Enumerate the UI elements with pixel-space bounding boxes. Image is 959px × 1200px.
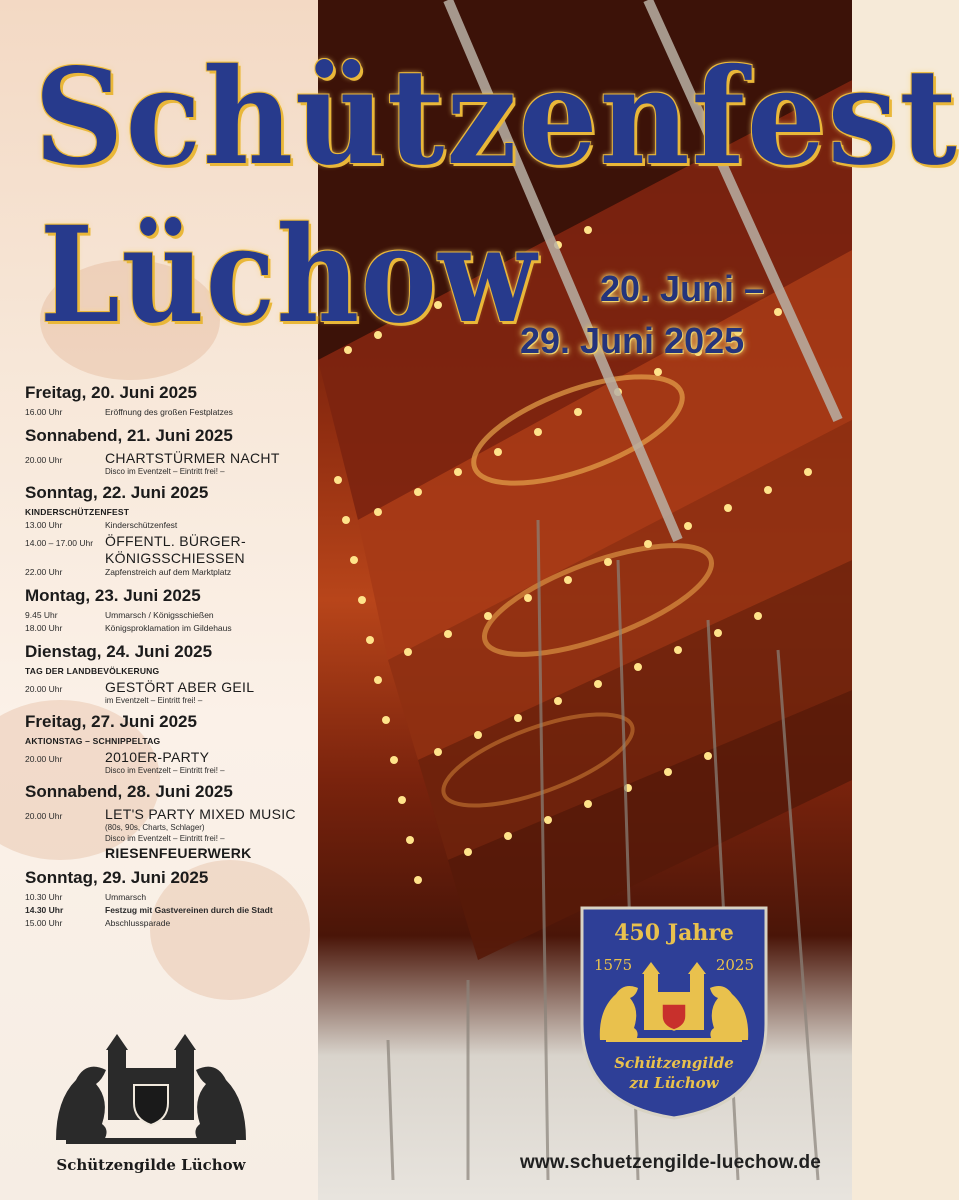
day-heading: Sonnabend, 21. Juni 2025 bbox=[25, 426, 233, 445]
badge-year-from: 1575 bbox=[594, 956, 633, 974]
event-time: 20.00 Uhr bbox=[25, 754, 63, 764]
date-range-start: 20. Juni – bbox=[600, 268, 765, 309]
event-row bbox=[25, 520, 325, 533]
event-row bbox=[25, 892, 325, 905]
day-block bbox=[25, 642, 325, 706]
event-title-cont: KÖNIGSSCHIESSEN bbox=[105, 550, 245, 566]
event-time: 20.00 Uhr bbox=[25, 455, 63, 465]
event-row bbox=[25, 918, 325, 931]
event-desc: Königsproklamation im Gildehaus bbox=[105, 623, 232, 633]
event-time: 15.00 Uhr bbox=[25, 918, 63, 928]
date-range-end: 29. Juni 2025 bbox=[520, 320, 745, 361]
event-row bbox=[25, 905, 325, 918]
badge-name-line-2: zu Lüchow bbox=[629, 1074, 719, 1092]
day-tag: AKTIONSTAG – SCHNIPPELTAG bbox=[25, 736, 161, 746]
day-block bbox=[25, 383, 325, 420]
day-heading: Sonntag, 29. Juni 2025 bbox=[25, 868, 209, 887]
title-line-1: Schützenfest bbox=[34, 40, 959, 195]
day-block bbox=[25, 426, 325, 477]
day-heading: Sonntag, 22. Juni 2025 bbox=[25, 483, 209, 502]
event-time: 10.30 Uhr bbox=[25, 892, 63, 902]
website-url[interactable]: www.schuetzengilde-luechow.de bbox=[520, 1152, 822, 1173]
title-line-2: Lüchow bbox=[40, 198, 538, 353]
event-row bbox=[25, 407, 325, 420]
crest-caption: Schützengilde Lüchow bbox=[56, 1156, 246, 1174]
event-row bbox=[25, 806, 325, 822]
event-time: 20.00 Uhr bbox=[25, 811, 63, 821]
event-note: Disco im Eventzelt – Eintritt frei! – bbox=[105, 766, 225, 775]
event-time: 22.00 Uhr bbox=[25, 567, 63, 577]
event-desc: Zapfenstreich auf dem Marktplatz bbox=[105, 567, 232, 577]
day-heading: Dienstag, 24. Juni 2025 bbox=[25, 642, 213, 661]
event-time: 14.00 – 17.00 Uhr bbox=[25, 538, 94, 548]
event-row bbox=[25, 567, 325, 580]
event-note: Disco im Eventzelt – Eintritt frei! – bbox=[105, 834, 225, 843]
event-row bbox=[25, 533, 325, 549]
day-tag: KINDERSCHÜTZENFEST bbox=[25, 507, 130, 517]
event-time: 20.00 Uhr bbox=[25, 684, 63, 694]
event-desc: Abschlussparade bbox=[105, 918, 171, 928]
event-title: 2010ER-PARTY bbox=[105, 749, 210, 765]
day-heading: Sonnabend, 28. Juni 2025 bbox=[25, 782, 233, 801]
day-block bbox=[25, 868, 325, 931]
event-note: Disco im Eventzelt – Eintritt frei! – bbox=[105, 467, 225, 476]
day-block bbox=[25, 712, 325, 776]
event-desc: Festzug mit Gastvereinen durch die Stadt bbox=[105, 905, 273, 915]
event-row bbox=[25, 749, 325, 765]
event-title: LET'S PARTY MIXED MUSIC bbox=[105, 806, 296, 822]
event-time: 18.00 Uhr bbox=[25, 623, 63, 633]
event-desc: Kinderschützenfest bbox=[105, 520, 178, 530]
badge-title: 450 Jahre bbox=[614, 920, 734, 946]
crest-logo bbox=[46, 1030, 256, 1180]
event-row bbox=[25, 610, 325, 623]
event-desc: Ummarsch bbox=[105, 892, 147, 902]
event-time: 14.30 Uhr bbox=[25, 905, 64, 915]
day-heading: Montag, 23. Juni 2025 bbox=[25, 586, 201, 605]
day-block bbox=[25, 483, 325, 580]
event-row bbox=[25, 623, 325, 636]
event-row bbox=[25, 450, 325, 466]
day-tag: TAG DER LANDBEVÖLKERUNG bbox=[25, 666, 160, 676]
event-note: (80s, 90s, Charts, Schlager) bbox=[105, 823, 205, 832]
event-desc: Ummarsch / Königsschießen bbox=[105, 610, 214, 620]
day-heading: Freitag, 27. Juni 2025 bbox=[25, 712, 197, 731]
day-block bbox=[25, 782, 325, 862]
event-title: CHARTSTÜRMER NACHT bbox=[105, 450, 280, 466]
event-desc: Eröffnung des großen Festplatzes bbox=[105, 407, 233, 417]
day-block bbox=[25, 586, 325, 636]
badge-year-to: 2025 bbox=[715, 956, 754, 974]
lions-castle-crest-icon bbox=[46, 1030, 256, 1155]
day-heading: Freitag, 20. Juni 2025 bbox=[25, 383, 197, 402]
event-schedule bbox=[25, 383, 325, 937]
event-time: 13.00 Uhr bbox=[25, 520, 63, 530]
event-title: ÖFFENTL. BÜRGER- bbox=[105, 533, 246, 549]
anniversary-badge bbox=[578, 904, 770, 1122]
event-time: 16.00 Uhr bbox=[25, 407, 63, 417]
event-highlight: RIESENFEUERWERK bbox=[105, 845, 252, 861]
event-time: 9.45 Uhr bbox=[25, 610, 58, 620]
event-note: im Eventzelt – Eintritt frei! – bbox=[105, 696, 203, 705]
event-title: GESTÖRT ABER GEIL bbox=[105, 679, 255, 695]
event-row bbox=[25, 679, 325, 695]
badge-name-line-1: Schützengilde bbox=[614, 1054, 734, 1072]
